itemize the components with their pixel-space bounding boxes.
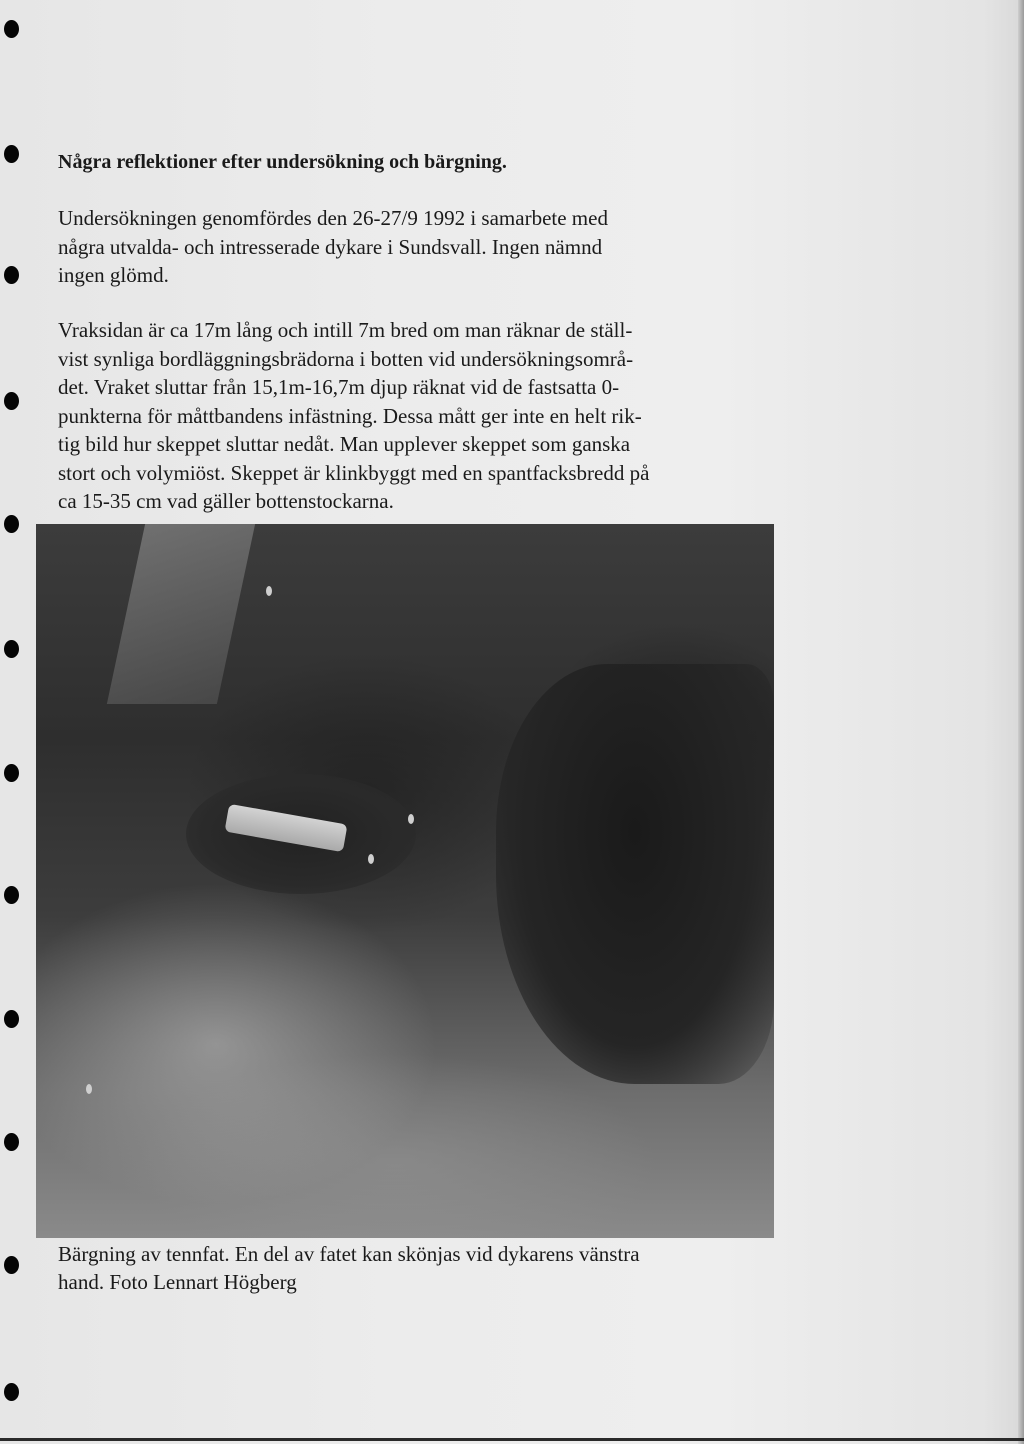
punch-hole bbox=[4, 886, 19, 904]
scan-bottom-edge bbox=[0, 1438, 1024, 1441]
paragraph-wreck-description: Vraksidan är ca 17m lång och intill 7m bred om man räknar de ställ- vist synliga bordläggningsbrädorna i botten vid undersökningsområ- det. Vraket sluttar från 15,1m-16,7m djup räknat vid de fastsatta 0- punkterna för måttbandens infästning. Dessa mått ger inte en helt rik- tig bild hur skeppet sluttar nedåt. Man upplever skeppet som ganska stort och volymiöst. Skeppet är klinkbyggt med en spantfacksbredd på ca 15-35 cm vad gäller bottenstockarna. bbox=[58, 318, 650, 513]
section-heading: Några reflektioner efter undersökning och bärgning. bbox=[58, 151, 507, 173]
particle bbox=[86, 1084, 92, 1094]
paragraph-survey-date: Undersökningen genomfördes den 26-27/9 1992 i samarbete med några utvalda- och intresserade dykare i Sundsvall. Ingen nämnd ingen glömd. bbox=[58, 206, 608, 287]
diver-fin bbox=[107, 524, 255, 704]
particle bbox=[408, 814, 414, 824]
particle bbox=[266, 586, 272, 596]
punch-hole bbox=[4, 392, 19, 410]
punch-hole bbox=[4, 1133, 19, 1151]
page-edge-shadow bbox=[1018, 0, 1024, 1444]
punch-hole bbox=[4, 1010, 19, 1028]
punch-hole bbox=[4, 20, 19, 38]
wreck-shadow bbox=[496, 664, 774, 1084]
underwater-photo bbox=[36, 524, 774, 1238]
punch-hole bbox=[4, 1256, 19, 1274]
particle bbox=[368, 854, 374, 864]
punch-hole bbox=[4, 145, 19, 163]
photo-caption: Bärgning av tennfat. En del av fatet kan skönjas vid dykarens vänstra hand. Foto Lennart Högberg bbox=[58, 1242, 640, 1294]
punch-hole bbox=[4, 266, 19, 284]
punch-hole bbox=[4, 1383, 19, 1401]
punch-hole bbox=[4, 640, 19, 658]
punch-hole bbox=[4, 515, 19, 533]
punch-hole bbox=[4, 764, 19, 782]
